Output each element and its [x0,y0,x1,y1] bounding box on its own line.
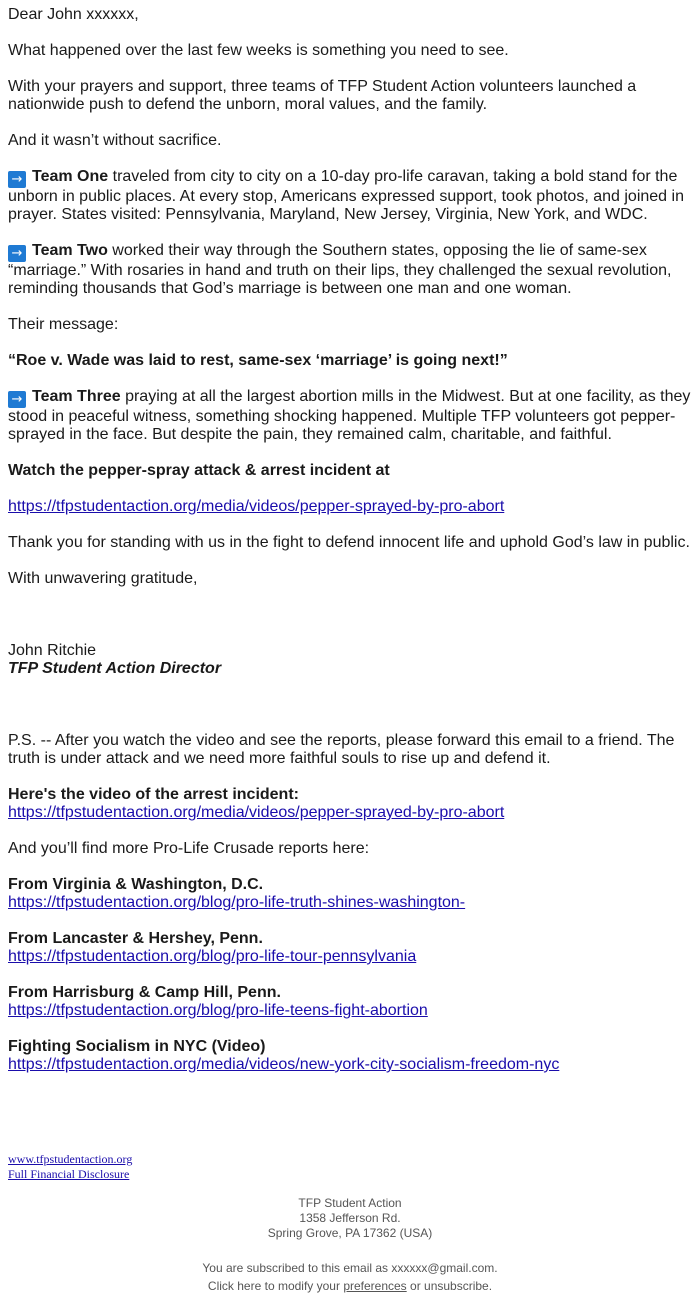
report-heading: Fighting Socialism in NYC (Video) [8,1038,266,1055]
preferences-link[interactable]: preferences [343,1279,407,1293]
report-link[interactable]: https://tfpstudentaction.org/media/videos/new-york-city-socialism-freedom-nyc [8,1056,560,1073]
report-heading: From Virginia & Washington, D.C. [8,876,264,893]
team-two-label: Team Two [32,242,108,259]
arrest-video-link[interactable]: https://tfpstudentaction.org/media/videos/pepper-sprayed-by-pro-abort [8,804,505,821]
sacrifice-paragraph: And it wasn’t without sacrifice. [8,132,222,149]
intro-paragraph: What happened over the last few weeks is something you need to see. [8,42,509,59]
email-body [8,6,696,1092]
report-link[interactable]: https://tfpstudentaction.org/blog/pro-life-tour-pennsylvania [8,948,417,965]
report-item [8,984,696,1020]
report-item [8,876,696,912]
reports-intro: And you’ll find more Pro-Life Crusade reports here: [8,840,370,857]
signature-title: TFP Student Action Director [8,660,222,677]
team-three-text: praying at all the largest abortion mills in the Midwest. But at one facility, as they stood in peaceful witness, something shocking happened. Multiple TFP volunteers got pepper-sprayed in the face. But despite the pain, they remained calm, charitable, and faithful. [8,388,691,443]
teams-paragraph: With your prayers and support, three teams of TFP Student Action volunteers launched a nationwide push to defend the unborn, moral values, and the family. [8,78,637,113]
team-one-label: Team One [32,168,109,185]
greeting: Dear John xxxxxx, [8,6,139,23]
closing: With unwavering gratitude, [8,570,198,587]
watch-link-paragraph [8,498,696,516]
subscription-notice [0,1259,700,1295]
team-one-paragraph [8,168,696,224]
team-three-label: Team Three [32,388,121,405]
report-item [8,930,696,966]
signature-name: John Ritchie [8,642,97,659]
website-link[interactable]: www.tfpstudentaction.org [8,1152,133,1166]
video-section [8,786,696,822]
postal-address [0,1196,700,1241]
team-two-paragraph [8,242,696,298]
street-address: 1358 Jefferson Rd. [299,1211,401,1225]
watch-video-link[interactable]: https://tfpstudentaction.org/media/videos/pepper-sprayed-by-pro-abort [8,498,505,515]
ps-paragraph: P.S. -- After you watch the video and see the reports, please forward this email to a friend. The truth is under attack and we need more faithful souls to rise up and defend it. [8,732,675,767]
watch-heading: Watch the pepper-spray attack & arrest incident at [8,462,390,479]
arrow-right-icon: → [8,171,26,188]
team-one-text: traveled from city to city on a 10-day pro-life caravan, taking a bold stand for the unborn in public places. At every stop, Americans expressed support, took photos, and joined in prayer. States visited: Pennsylvania, Maryland, New Jersey, Virginia, New York, and WDC. [8,168,684,223]
city-address: Spring Grove, PA 17362 (USA) [267,1226,433,1240]
message-intro: Their message: [8,316,119,333]
report-link[interactable]: https://tfpstudentaction.org/blog/pro-life-truth-shines-washington- [8,894,466,911]
financial-disclosure-link[interactable]: Full Financial Disclosure [8,1167,130,1181]
team-two-text: worked their way through the Southern states, opposing the lie of same-sex “marriage.” With rosaries in hand and truth on their lips, they challenged the sexual revolution, reminding thousands that God’s marriage is between one man and one woman. [8,242,672,297]
report-heading: From Lancaster & Hershey, Penn. [8,930,263,947]
report-heading: From Harrisburg & Camp Hill, Penn. [8,984,281,1001]
message-quote: “Roe v. Wade was laid to rest, same-sex ‘marriage’ is going next!” [8,352,508,369]
footer-links [8,1152,132,1182]
modify-preferences-line: Click here to modify your preferences or unsubscribe. [207,1279,493,1293]
arrow-right-icon: → [8,245,26,262]
thank-you-paragraph: Thank you for standing with us in the fight to defend innocent life and uphold God’s law in public. [8,534,690,551]
video-heading: Here's the video of the arrest incident: [8,786,299,803]
report-item [8,1038,696,1074]
subscribed-text: You are subscribed to this email as xxxxxx@gmail.com. [202,1261,498,1275]
org-name: TFP Student Action [298,1196,402,1210]
team-three-paragraph [8,388,696,444]
arrow-right-icon: → [8,391,26,408]
report-link[interactable]: https://tfpstudentaction.org/blog/pro-life-teens-fight-abortion [8,1002,428,1019]
